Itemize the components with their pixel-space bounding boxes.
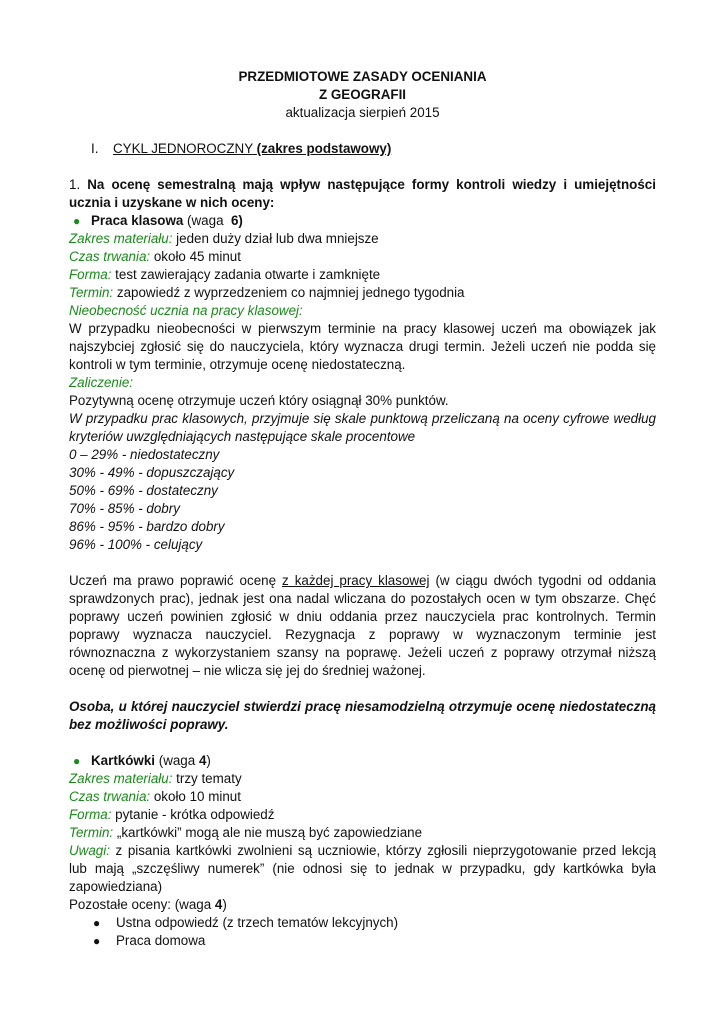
list-item-ustna-odpowiedz: ● Ustna odpowiedź (z trzech tematów lekcyjnych): [93, 915, 399, 930]
poprawa-paragraph: Uczeń ma prawo poprawić ocenę z każdej pracy klasowej (w ciągu dwóch tygodni od oddania sprawdzonych prac), jednak jest ona nadal wliczana do pozostałych ocen w tym obszarze. Chęć poprawy uczeń powinien zgłosić w dniu oddania przez nauczyciela prac kontrolnych. Termin poprawy wyznacza nauczyciel. Rezygnacja z poprawy w wyznaczonym terminie jest równoznaczna z wykorzystaniem szansy na poprawę. Jeżeli uczeń z poprawy otrzymał niższą ocenę od pierwotnej – nie wlicza się jej do średniej ważonej.: [69, 573, 656, 678]
kartkowki-uwagi: Uwagi: z pisania kartkówki zwolnieni są uczniowie, którzy zgłosili nieprzygotowanie przed lekcją lub mają „szczęśliwy numerek” (nie odnosi się to jednak w przypadku, gdy kartkówka była zapowiedziana): [69, 843, 656, 894]
kartkowki-termin: Termin: „kartkówki” mogą ale nie muszą być zapowiedziane: [69, 825, 423, 840]
document-page: [69, 68, 656, 950]
list-item-praca-klasowa: ● Praca klasowa (waga 6): [73, 213, 243, 228]
praca-czas: Czas trwania: około 45 minut: [69, 249, 241, 264]
praca-termin: Termin: zapowiedź z wyprzedzeniem co najmniej jednego tygodnia: [69, 285, 465, 300]
intro-paragraph: 1. Na ocenę semestralną mają wpływ następujące formy kontroli wiedzy i umiejętności ucznia i uzyskane w nich oceny:: [69, 177, 656, 210]
praca-nieobecnosc-label: Nieobecność ucznia na pracy klasowej:: [69, 303, 303, 318]
grade-scale-4: 86% - 95% - bardzo dobry: [69, 519, 225, 534]
grade-scale-5: 96% - 100% - celujący: [69, 537, 203, 552]
section-heading: [91, 140, 656, 158]
pozostale-oceny: Pozostałe oceny: (waga 4): [69, 897, 227, 912]
kartkowki-forma: Forma: pytanie - krótka odpowiedź: [69, 807, 275, 822]
kartkowki-czas: Czas trwania: około 10 minut: [69, 789, 241, 804]
grade-scale-2: 50% - 69% - dostateczny: [69, 483, 218, 498]
list-item-praca-domowa: ● Praca domowa: [93, 933, 206, 948]
section-number: I.: [91, 141, 99, 156]
bullet-icon: ●: [73, 214, 81, 228]
praca-zakres: Zakres materiału: jeden duży dział lub dwa mniejsze: [69, 231, 379, 246]
document-subject: Z GEOGRAFII: [318, 87, 407, 102]
praca-skala-text: W przypadku prac klasowych, przyjmuje się skale punktową przeliczaną na oceny cyfrowe według kryteriów uwzględniających następujące skale procentowe: [69, 411, 656, 444]
document-title: PRZEDMIOTOWE ZASADY OCENIANIA: [238, 69, 487, 84]
praca-nieobecnosc-text: W przypadku nieobecności w pierwszym terminie na pracy klasowej uczeń ma obowiązek jak najszybciej zgłosić się do nauczyciela, który wyznacza drugi termin. Jeżeli uczeń nie podda się kontroli w tym terminie, otrzymuje ocenę niedostateczną.: [69, 321, 656, 372]
grade-scale-1: 30% - 49% - dopuszczający: [69, 465, 235, 480]
praca-forma: Forma: test zawierający zadania otwarte i zamknięte: [69, 267, 381, 282]
kartkowki-zakres: Zakres materiału: trzy tematy: [69, 771, 242, 786]
niesamodzielna-note: Osoba, u której nauczyciel stwierdzi pracę niesamodzielną otrzymuje ocenę niedostateczną bez możliwości poprawy.: [69, 699, 656, 732]
bullet-icon: ●: [93, 934, 101, 948]
praca-zaliczenie-label: Zaliczenie:: [69, 375, 134, 390]
bullet-icon: ●: [73, 754, 81, 768]
document-update-date: aktualizacja sierpień 2015: [285, 105, 440, 120]
bullet-icon: ●: [93, 916, 101, 930]
grade-scale-3: 70% - 85% - dobry: [69, 501, 180, 516]
list-item-kartkowki: ● Kartkówki (waga 4): [73, 753, 211, 768]
praca-zaliczenie-text: Pozytywną ocenę otrzymuje uczeń który osiągnął 30% punktów.: [69, 393, 449, 408]
grade-scale-0: 0 – 29% - niedostateczny: [69, 447, 220, 462]
section-title: CYKL JEDNOROCZNY (zakres podstawowy): [113, 141, 392, 156]
